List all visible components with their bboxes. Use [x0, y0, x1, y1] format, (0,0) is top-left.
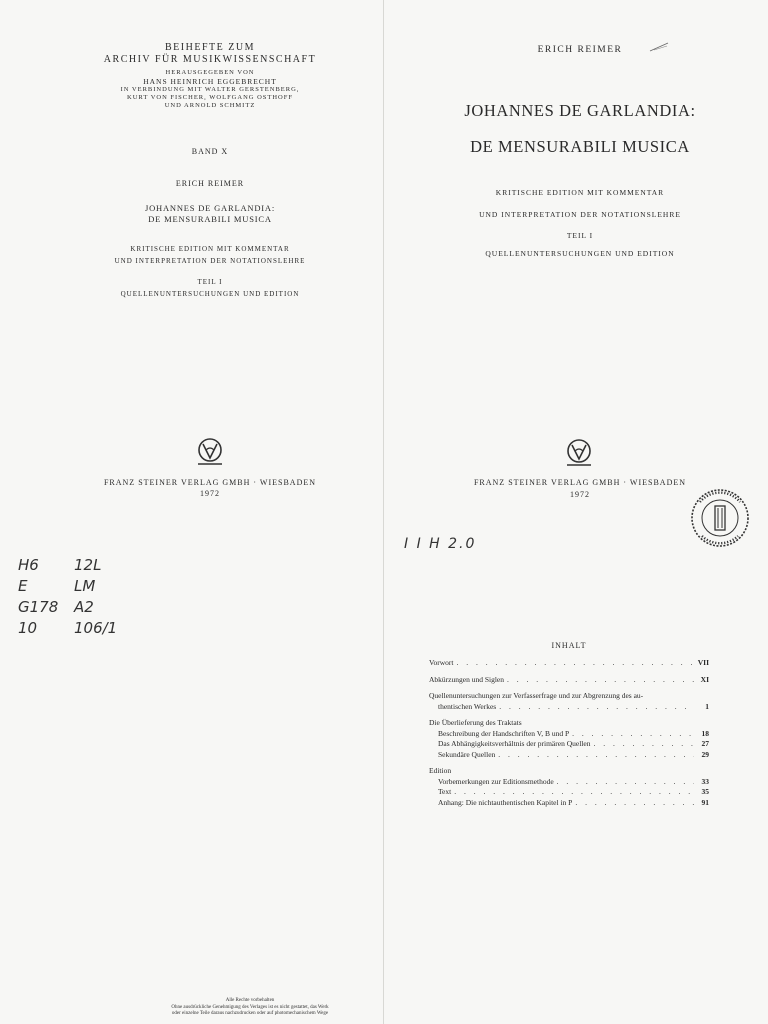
toc-section-text: Edition [429, 766, 452, 775]
toc-entry-text: Das Abhängigkeitsverhältnis der primären Quellen [438, 739, 591, 748]
toc-entry-page: 91 [701, 797, 709, 807]
toc-entry-text: Vorwort [429, 658, 454, 667]
toc-entry-page: 33 [701, 776, 709, 786]
series-line-1: BEIHEFTE ZUM [165, 42, 255, 53]
toc-section [429, 766, 709, 777]
toc-section-text: Die Überlieferung des Traktats [429, 718, 522, 727]
left-title-line-1: JOHANNES DE GARLANDIA: [145, 203, 275, 213]
right-part-title: QUELLENUNTERSUCHUNGEN UND EDITION [485, 249, 675, 258]
hw-col1-line-2: E [18, 577, 28, 595]
toc-section [429, 718, 709, 729]
left-title [60, 203, 360, 225]
fineprint-line-3: oder einzelne Teile daraus nachzudrucken oder auf photomechanischem Wege [171, 1011, 329, 1016]
toc-entry-page: VII [697, 658, 709, 667]
left-author: ERICH REIMER [175, 179, 245, 188]
left-series-block [60, 42, 360, 110]
left-imprint [60, 477, 360, 499]
toc-entry-text: Abkürzungen und Siglen [429, 674, 504, 684]
left-subtitle-line-2: UND INTERPRETATION DER NOTATIONSLEHRE [114, 257, 306, 265]
toc-entry [429, 691, 709, 702]
toc-entry-page: 35 [701, 787, 709, 796]
editors-line-3: IN VERBINDUNG MIT WALTER GERSTENBERG, [120, 86, 300, 93]
publisher-logo-icon [563, 437, 595, 471]
right-publisher: FRANZ STEINER VERLAG GMBH · WIESBADEN [473, 478, 687, 487]
shelf-mark: I I H 2.0 [404, 536, 477, 552]
toc-entry-page: 1 [705, 701, 709, 711]
right-author: ERICH REIMER [537, 45, 623, 55]
series-line-2: ARCHIV FÜR MUSIKWISSENSCHAFT [103, 54, 317, 65]
left-publisher: FRANZ STEINER VERLAG GMBH · WIESBADEN [103, 478, 317, 487]
toc-entry-text: Text [438, 787, 452, 796]
right-subtitle-line-2: UND INTERPRETATION DER NOTATIONSLEHRE [479, 210, 681, 219]
toc-entry [429, 675, 709, 686]
toc-entry [429, 777, 709, 788]
copyright-notice [105, 998, 395, 1018]
table-of-contents [429, 658, 709, 808]
toc-entry [429, 729, 709, 740]
hw-col1-line-4: 10 [18, 619, 38, 637]
editors-line-2: HANS HEINRICH EGGEBRECHT [143, 77, 277, 86]
left-title-line-2: DE MENSURABILI MUSICA [148, 214, 272, 224]
right-title-line-2: DE MENSURABILI MUSICA [470, 137, 690, 156]
editors-line-4: KURT VON FISCHER, WOLFGANG OSTHOFF [127, 94, 293, 101]
toc-entry-text: Vorbemerkungen zur Editionsmethode [438, 776, 554, 786]
handwritten-col-1 [18, 555, 58, 639]
left-year: 1972 [200, 489, 220, 498]
editors-line-5: UND ARNOLD SCHMITZ [164, 102, 256, 109]
hw-col2-line-4: 106/1 [74, 619, 118, 637]
toc-entry [429, 658, 709, 669]
right-subtitle-line-1: KRITISCHE EDITION MIT KOMMENTAR [495, 188, 665, 197]
hw-col1-line-1: H6 [18, 556, 39, 574]
left-part [60, 276, 360, 300]
toc-heading: INHALT [551, 641, 587, 650]
toc-entry-text: Beschreibung der Handschriften V, B und P [438, 728, 570, 738]
hw-col2-line-1: 12L [74, 556, 102, 574]
left-subtitle-line-1: KRITISCHE EDITION MIT KOMMENTAR [130, 245, 290, 253]
fineprint-line-2: Ohne ausdrückliche Genehmigung des Verlages ist es nicht gestattet, das Werk [171, 1004, 329, 1010]
band-number: BAND X [191, 147, 229, 156]
toc-entry [429, 702, 709, 713]
toc-entry-text: Quellenuntersuchungen zur Verfasserfrage und zur Abgrenzung des au- [429, 691, 644, 700]
toc-entry-page: XI [700, 674, 709, 684]
toc-entry-page: 29 [701, 749, 709, 759]
hw-col2-line-2: LM [74, 577, 96, 595]
right-title [420, 93, 740, 165]
toc-entry [429, 787, 709, 798]
library-stamp-icon [688, 486, 752, 550]
left-part-title: QUELLENUNTERSUCHUNGEN UND EDITION [120, 290, 300, 298]
toc-entry-page: 18 [701, 728, 709, 738]
right-imprint [430, 477, 730, 501]
toc-entry-page: 27 [701, 739, 709, 748]
left-subtitle [60, 243, 360, 267]
toc-entry-text: Sekundäre Quellen [438, 749, 496, 759]
page-gutter [383, 0, 384, 1024]
right-title-line-1: JOHANNES DE GARLANDIA: [464, 101, 696, 120]
right-year: 1972 [570, 490, 590, 499]
publisher-logo-icon [194, 436, 226, 470]
editors-line-1: HERAUSGEGEBEN VON [165, 69, 255, 76]
handwritten-col-2 [74, 555, 117, 639]
right-part [420, 227, 740, 263]
right-subtitle [420, 182, 740, 226]
toc-entry-text: Anhang: Die nichtauthentischen Kapitel in P [438, 797, 573, 807]
toc-entry [429, 750, 709, 761]
toc-entry [429, 739, 709, 750]
toc-entry [429, 798, 709, 809]
toc-entry-text: thentischen Werkes [438, 701, 497, 711]
hw-col1-line-3: G178 [18, 598, 59, 616]
left-part-number: TEIL I [197, 278, 223, 286]
right-part-number: TEIL I [566, 231, 594, 240]
fineprint-line-1: Alle Rechte vorbehalten [225, 998, 275, 1003]
hw-col2-line-3: A2 [74, 598, 94, 616]
pencil-mark-icon [648, 40, 670, 54]
